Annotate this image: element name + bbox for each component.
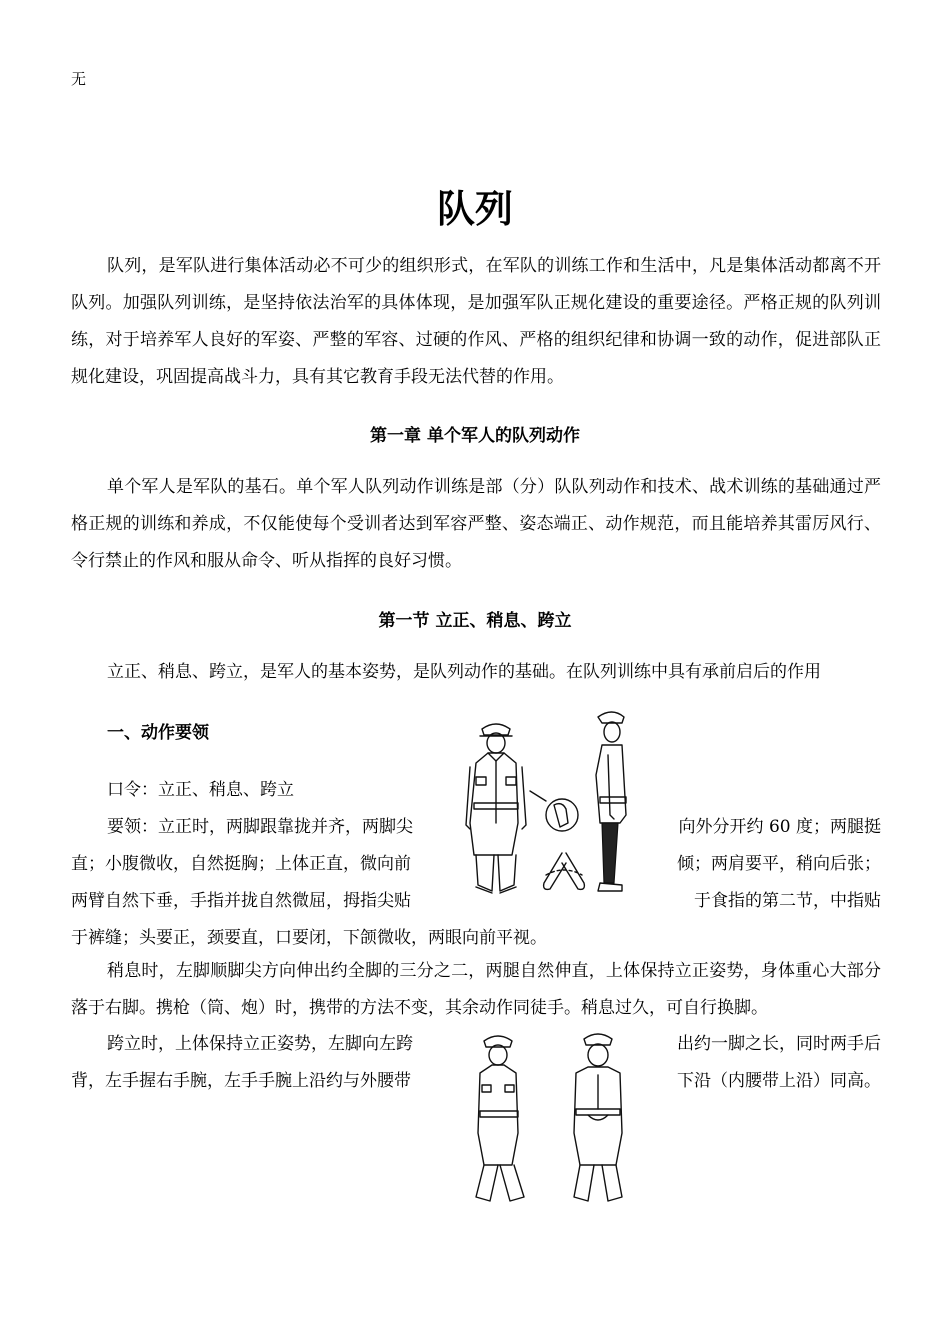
essentials-line-3-right: 于食指的第二节，中指贴	[694, 891, 881, 911]
essentials-line-3-left: 两臂自然下垂，手指并拢自然微屈，拇指尖贴	[71, 891, 411, 911]
command-line: 口令：立正、稍息、跨立	[107, 780, 294, 800]
feet-detail-inset	[544, 853, 585, 889]
essentials-line-2-left: 直；小腹微收，自然挺胸；上体正直，微向前	[71, 854, 411, 874]
subsection-title: 一、动作要领	[107, 723, 209, 743]
at-ease-paragraph: 稍息时，左脚顺脚尖方向伸出约全脚的三分之二，两腿自然伸直，上体保持立正姿势，身体重心大部分落于右脚。携枪（筒、炮）时，携带的方法不变，其余动作同徒手。稍息过久，可自行换脚。	[71, 961, 881, 1018]
parade-rest-line-2-left: 背，左手握右手腕，左手手腕上沿约与外腰带	[71, 1071, 411, 1091]
parade-rest-line-2-right: 下沿（内腰带上沿）同高。	[677, 1071, 881, 1091]
intro-paragraph: 队列，是军队进行集体活动必不可少的组织形式，在军队的训练工作和生活中，凡是集体活动都离不开队列。加强队列训练，是坚持依法治军的具体体现，是加强军队正规化建设的重要途径。严格正规的队列训练，对于培养军人良好的军姿、严整的军容、过硬的作风、严格的组织纪律和协调一致的动作，促进部队正规化建设，巩固提高战斗力，具有其它教育手段无法代替的作用。	[71, 256, 881, 387]
parade-rest-line-1-right: 出约一脚之长，同时两手后	[677, 1034, 881, 1054]
attention-stance-figure	[462, 705, 652, 900]
back-parade-rest-illustration	[574, 1034, 622, 1201]
front-parade-rest-illustration	[476, 1036, 524, 1201]
parade-rest-figure	[470, 1025, 645, 1205]
section-title: 第一节 立正、稍息、跨立	[378, 611, 572, 631]
parade-rest-line-1-left: 跨立时，上体保持立正姿势，左脚向左跨	[107, 1034, 413, 1054]
essentials-line-1-left: 要领：立正时，两脚跟靠拢并齐，两脚尖	[107, 817, 413, 837]
essentials-line-1-right: 向外分开约 60 度；两腿挺	[678, 817, 881, 837]
side-soldier-illustration	[596, 712, 626, 891]
page-title: 队列	[436, 187, 513, 231]
chapter-intro-paragraph: 单个军人是军队的基石。单个军人队列动作训练是部（分）队队列动作和技术、战术训练的基础通过严格正规的训练和养成，不仅能使每个受训者达到军容严整、姿态端正、动作规范，而且能培养其雷厉风行、令行禁止的作风和服从命令、听从指挥的良好习惯。	[71, 477, 881, 571]
essentials-line-4: 于裤缝；头要正，颈要直，口要闭，下颌微收，两眼向前平视。	[71, 928, 547, 948]
essentials-line-2-right: 倾；两肩要平，稍向后张；	[677, 854, 881, 874]
hand-detail-inset	[530, 791, 578, 831]
chapter-title: 第一章 单个军人的队列动作	[370, 426, 580, 446]
front-soldier-illustration	[466, 724, 526, 893]
header-mark: 无	[71, 70, 87, 88]
section-intro-paragraph: 立正、稍息、跨立，是军人的基本姿势，是队列动作的基础。在队列训练中具有承前启后的作用	[107, 662, 821, 682]
